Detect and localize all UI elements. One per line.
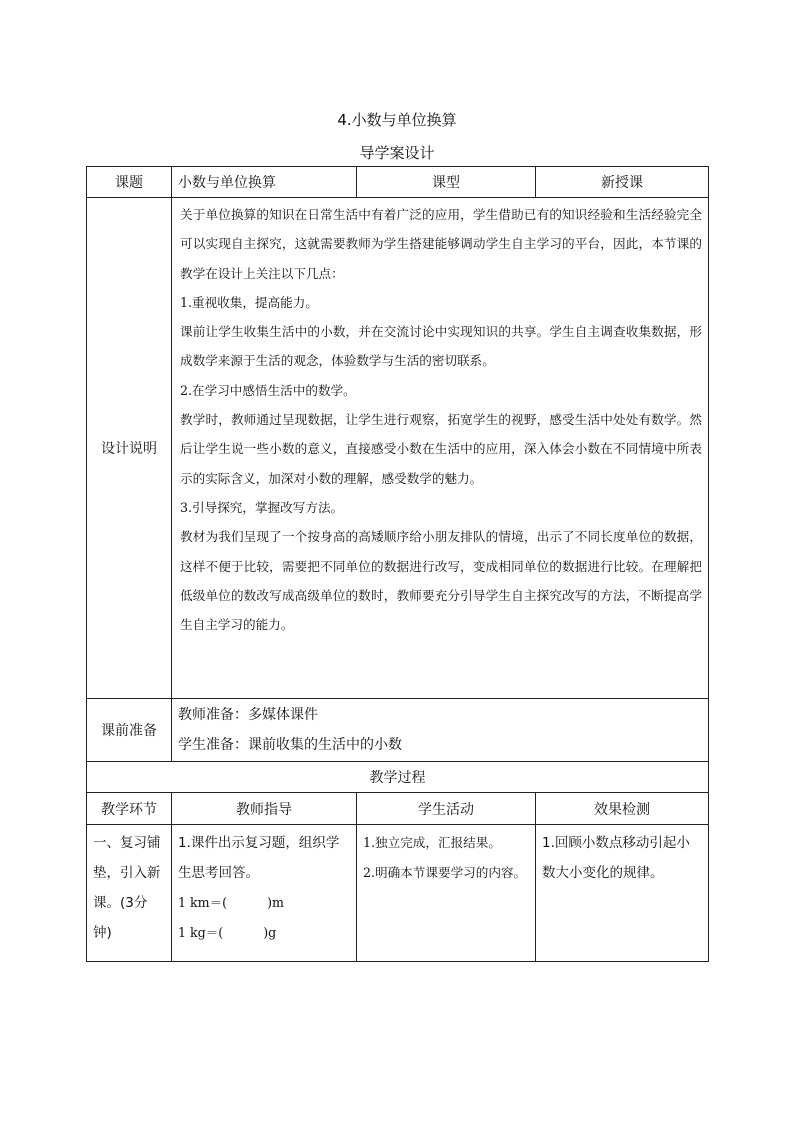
topic-value: 小数与单位换算 xyxy=(172,167,357,198)
student-activity-line: 1.独立完成，汇报结果。 xyxy=(363,835,501,850)
process-heading-row xyxy=(87,762,709,793)
exercise-kg-right: )g xyxy=(263,925,277,940)
lesson-plan-table xyxy=(86,166,709,962)
column-header-check: 效果检测 xyxy=(536,793,709,825)
preparation-content xyxy=(172,699,709,762)
topic-label: 课题 xyxy=(87,167,172,198)
stage-cell: 一、复习铺垫，引入新课。(3分钟) xyxy=(87,825,172,962)
exercise-kg-left: 1 kg＝( xyxy=(178,925,224,940)
preparation-label: 课前准备 xyxy=(87,699,172,762)
teacher-guidance-line: 1.课件出示复习题，组织学生思考回答。 xyxy=(178,835,340,881)
design-point-heading: 1.重视收集，提高能力。 xyxy=(180,294,318,310)
process-columns-row xyxy=(87,793,709,825)
exercise-kg xyxy=(178,918,350,948)
design-paragraph: 关于单位换算的知识在日常生活中有着广泛的应用，学生借助已有的知识经验和生活经验完全可以实现自主探究，这就需要教师为学生搭建能够调动学生自主学习的平台，因此，本节课的教学在设计上关注以下几点： xyxy=(180,207,702,281)
header-row xyxy=(87,167,709,198)
design-row xyxy=(87,198,709,699)
design-description xyxy=(172,198,709,699)
student-activity-line: 2.明确本节课要学习的内容。 xyxy=(363,865,527,880)
design-paragraph: 教材为我们呈现了一个按身高的高矮顺序给小朋友排队的情境，出示了不同长度单位的数据，这样不便于比较，需要把不同单位的数据进行改写，变成相同单位的数据进行比较。在理解把低级单位的数改写成高级单位的数时，教师要充分引导学生自主探究改写的方法，不断提高学生自主学习的能力。 xyxy=(180,529,702,633)
page-subtitle: 导学案设计 xyxy=(359,144,435,162)
teacher-preparation: 教师准备：多媒体课件 xyxy=(178,707,318,723)
design-paragraph: 课前让学生收集生活中的小数，并在交流讨论中实现知识的共享。学生自主调查收集数据，形成数学来源于生活的观念，体验数学与生活的密切联系。 xyxy=(180,324,702,369)
table-row xyxy=(87,825,709,962)
teacher-guidance-cell xyxy=(172,825,357,962)
design-paragraph: 教学时，教师通过呈现数据，让学生进行观察，拓宽学生的视野，感受生活中处处有数学。然后让学生说一些小数的意义，直接感受小数在生活中的应用，深入体会小数在不同情境中所表示的实际含义，加深对小数的理解，感受数学的魅力。 xyxy=(180,412,702,486)
exercise-km-left: 1 km＝( xyxy=(178,895,228,910)
design-label: 设计说明 xyxy=(87,198,172,699)
exercise-km xyxy=(178,888,350,918)
page-title: 4.小数与单位换算 xyxy=(337,111,457,129)
design-point-heading: 2.在学习中感悟生活中的数学。 xyxy=(180,382,356,398)
column-header-stage: 教学环节 xyxy=(87,793,172,825)
student-activity-cell xyxy=(357,825,536,962)
process-heading: 教学过程 xyxy=(87,762,709,793)
preparation-row xyxy=(87,699,709,762)
type-value: 新授课 xyxy=(536,167,709,198)
column-header-teacher: 教师指导 xyxy=(172,793,357,825)
student-preparation: 学生准备：课前收集的生活中的小数 xyxy=(178,737,402,753)
exercise-km-right: )m xyxy=(267,895,284,910)
check-cell: 1.回顾小数点移动引起小数大小变化的规律。 xyxy=(536,825,709,962)
type-label: 课型 xyxy=(357,167,536,198)
column-header-student: 学生活动 xyxy=(357,793,536,825)
design-point-heading: 3.引导探究，掌握改写方法。 xyxy=(180,499,344,515)
